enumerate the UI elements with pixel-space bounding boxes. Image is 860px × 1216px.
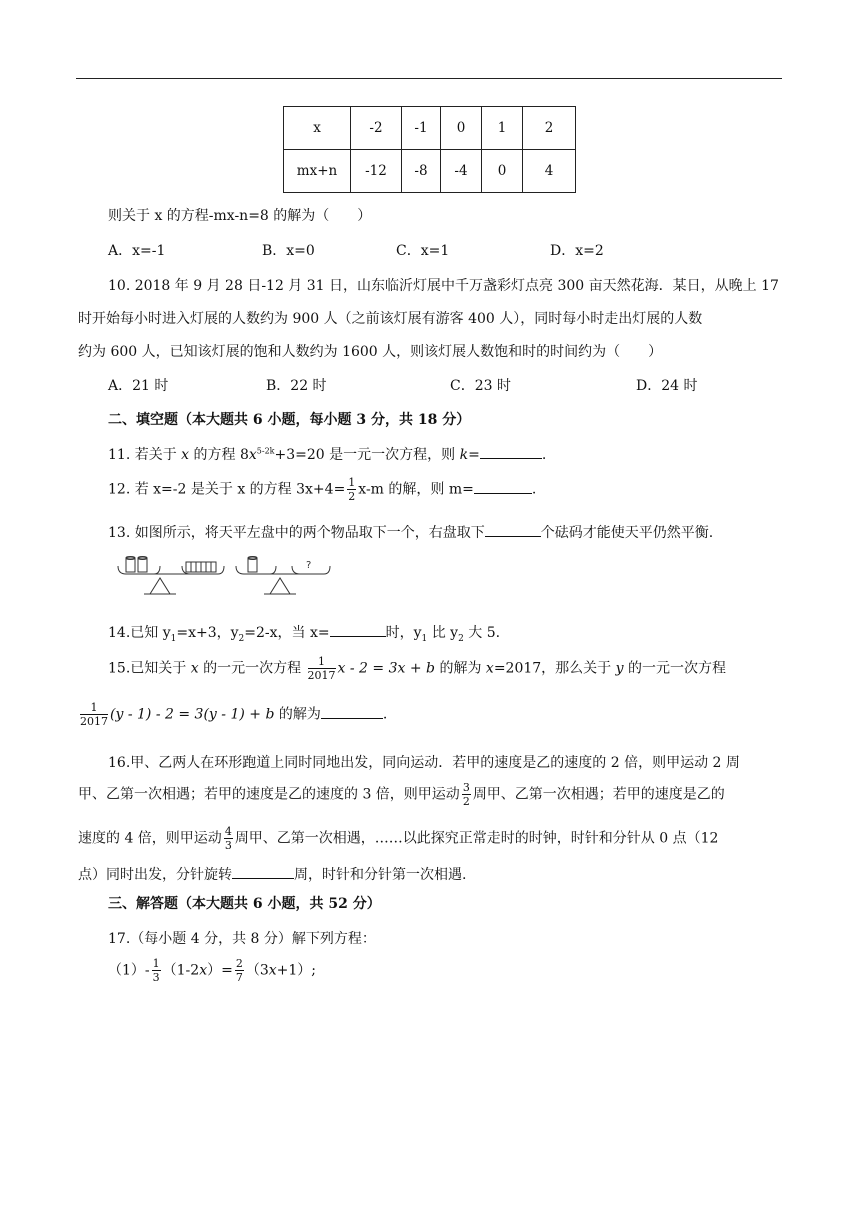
q9-stem: 则关于 x 的方程-mx-n=8 的解为（ ） (108, 208, 372, 224)
q10-option-d: D．24 时 (636, 378, 698, 394)
table-cell: -2 (351, 107, 402, 150)
table-cell: -8 (402, 150, 441, 193)
fraction: $\frac{1}{2}$ (348, 476, 356, 503)
q15-line2: $\frac{1}{2017}$ (y - 1) - 2 = 3(y - 1) + b 的解为 . (80, 701, 388, 728)
q14: 14.已知 $y_1=x+3$，$y_2=2-x$，当 x= 时，$y_1$ 比 $y_2$ 大 5. (108, 625, 501, 644)
q12: 12. 若 x=-2 是关于 x 的方程 3x+4= $\frac{1}{2}$ x-m 的解，则 m= . (108, 476, 537, 503)
table-cell: -4 (441, 150, 482, 193)
fraction: $\frac{1}{2017}$ (80, 701, 108, 728)
q10-line3: 约为 600 人，已知该灯展的饱和人数约为 1600 人，则该灯展人数饱和时的时间约为（ ） (78, 344, 663, 360)
fraction: $\frac{2}{7}$ (235, 957, 243, 984)
q17-part1: （1）- $\frac{1}{3}$ （1-2x）= $\frac{2}{7}$ （3x+1）; (108, 957, 317, 984)
q9-option-c: C．x=1 (396, 243, 450, 259)
answer-blank (232, 866, 294, 879)
table-cell: 0 (482, 150, 523, 193)
fraction: $\frac{4}{3}$ (224, 825, 232, 852)
answer-blank (485, 524, 541, 537)
table-cell: -12 (351, 150, 402, 193)
q9-option-b: B．x=0 (262, 243, 315, 259)
value-table (283, 106, 576, 193)
answer-blank (321, 706, 383, 719)
q16-line3: 速度的 4 倍，则甲运动 $\frac{4}{3}$ 周甲、乙第一次相遇，……以此探究正常走时的时钟，时针和分针从 0 点（12 (78, 825, 719, 852)
q13: 13. 如图所示，将天平左盘中的两个物品取下一个，右盘取下 个砝码才能使天平仍然平衡. (108, 525, 714, 541)
q16-line1: 16.甲、乙两人在环形跑道上同时同地出发，同向运动．若甲的速度是乙的速度的 2 倍，则甲运动 2 周 (108, 755, 740, 771)
q9-option-a: A．x=-1 (108, 243, 166, 259)
section-3-heading: 三、解答题（本大题共 6 小题，共 52 分） (108, 896, 381, 912)
answer-blank (474, 481, 532, 494)
section-2-heading: 二、填空题（本大题共 6 小题，每小题 3 分，共 18 分） (108, 412, 471, 428)
table-cell: 0 (441, 107, 482, 150)
table-cell: mx+n (284, 150, 351, 193)
q10-line2: 时开始每小时进入灯展的人数约为 900 人（之前该灯展有游客 400 人），同时每小时走出灯展的人数 (78, 311, 703, 327)
table-cell: 2 (523, 107, 576, 150)
q11: 11. 若关于 x 的方程 $8x^{5-2k}+3=20$ 是一元一次方程，则 k= . (108, 446, 547, 463)
q10-option-a: A．21 时 (108, 378, 169, 394)
answer-blank (330, 624, 386, 637)
header-rule (76, 78, 782, 79)
q16-line4: 点）同时出发，分针旋转 周，时针和分针第一次相遇. (78, 867, 467, 883)
table-row (284, 150, 576, 193)
table-cell: 1 (482, 107, 523, 150)
q10-line1: 10. 2018 年 9 月 28 日-12 月 31 日，山东临沂灯展中千万盏彩灯点亮 300 亩天然花海．某日，从晚上 17 (108, 278, 779, 294)
fraction: $\frac{3}{2}$ (462, 781, 470, 808)
q10-option-c: C．23 时 (450, 378, 511, 394)
q9-option-d: D．x=2 (550, 243, 604, 259)
question-mark: ? (306, 560, 312, 571)
q10-option-b: B．22 时 (266, 378, 327, 394)
answer-blank (480, 446, 542, 459)
q16-line2: 甲、乙第一次相遇；若甲的速度是乙的速度的 3 倍，则甲运动 $\frac{3}{2}$ 周甲、乙第一次相遇；若甲的速度是乙的 (78, 781, 725, 808)
table-cell: 4 (523, 150, 576, 193)
q17-stem: 17.（每小题 4 分，共 8 分）解下列方程： (108, 931, 376, 947)
table-row (284, 107, 576, 150)
table-cell: -1 (402, 107, 441, 150)
table-cell: x (284, 107, 351, 150)
fraction: $\frac{1}{3}$ (152, 957, 160, 984)
q15-line1: 15.已知关于 x 的一元一次方程 $\frac{1}{2017}$ x - 2 = 3x + b 的解为 x=2017，那么关于 y 的一元一次方程 (108, 655, 726, 682)
balance-scale-figure (112, 552, 344, 602)
fraction: $\frac{1}{2017}$ (307, 655, 336, 682)
